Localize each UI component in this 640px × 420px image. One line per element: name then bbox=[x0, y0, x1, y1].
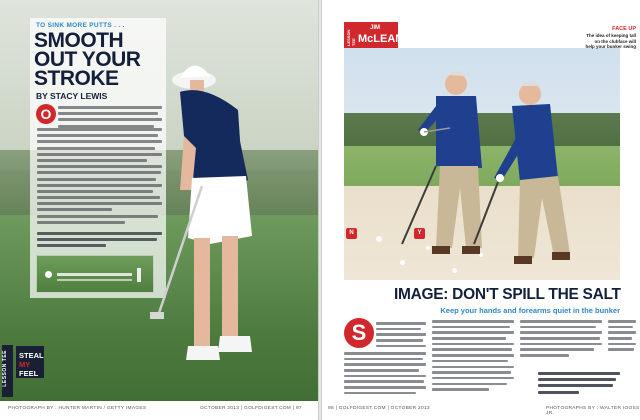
headline-line-3: STROKE bbox=[34, 67, 119, 90]
golfer-putting-photo bbox=[150, 40, 280, 380]
right-page bbox=[322, 0, 640, 420]
instructors-figures bbox=[344, 48, 620, 280]
face-up-line-2: on the clubface will bbox=[594, 38, 636, 44]
headline-line-1: SMOOTH bbox=[34, 29, 124, 52]
steal-badge-line-3: FEEL bbox=[19, 369, 39, 378]
incorrect-marker: N bbox=[346, 228, 357, 239]
alignment-stick bbox=[57, 273, 132, 276]
left-page bbox=[0, 0, 318, 420]
lesson-tee-label: LESSON TEE bbox=[2, 350, 8, 387]
instructor-bio bbox=[538, 372, 620, 397]
body-text bbox=[37, 128, 162, 227]
face-up-callout-text bbox=[546, 33, 636, 50]
drop-cap: O bbox=[36, 104, 56, 124]
article-kicker: TO SINK MORE PUTTS . . . bbox=[36, 22, 125, 29]
drop-cap-s: S bbox=[344, 318, 374, 348]
correct-marker: Y bbox=[414, 228, 425, 239]
steal-badge-line-2: MY bbox=[19, 360, 31, 369]
article-subtitle: Keep your hands and forearms quiet in the bunker bbox=[440, 306, 620, 315]
article-title: IMAGE: DON'T SPILL THE SALT bbox=[394, 286, 621, 303]
body-column-1 bbox=[344, 352, 426, 398]
right-folio: 98 | GOLFDIGEST.COM | OCTOBER 2013 bbox=[328, 406, 430, 411]
instructor-first-name: JIM bbox=[370, 25, 381, 31]
instructor-last-name: McLEAN bbox=[358, 33, 404, 45]
golf-ball-icon bbox=[45, 271, 52, 278]
bunker-lesson-photo bbox=[344, 48, 620, 280]
lesson-tee-vertical-label: LESSON TEE bbox=[346, 29, 356, 46]
photo-caption bbox=[37, 232, 162, 251]
left-folio: OCTOBER 2013 | GOLFDIGEST.COM | 97 bbox=[200, 406, 302, 411]
left-photo-credit: PHOTOGRAPH BY : HUNTER MARTIN / GETTY IMAGES bbox=[8, 406, 147, 411]
right-photo-credit: PHOTOGRAPHS BY : WALTER IOOSS JR. bbox=[546, 406, 640, 416]
putting-gate-peg bbox=[137, 268, 141, 282]
headline-line-2: OUT YOUR bbox=[34, 48, 141, 71]
article-byline: BY STACY LEWIS bbox=[36, 91, 108, 101]
body-column-3 bbox=[520, 320, 602, 360]
alignment-stick-2 bbox=[57, 279, 132, 281]
body-column-1-top bbox=[376, 322, 426, 350]
face-up-line-1: The idea of keeping tall bbox=[586, 33, 636, 38]
body-column-2 bbox=[432, 320, 514, 394]
steal-badge-line-1: STEAL bbox=[19, 351, 44, 360]
putting-drill-inset bbox=[36, 255, 154, 293]
face-up-callout-title: FACE UP bbox=[612, 26, 636, 32]
body-column-4 bbox=[608, 320, 636, 354]
face-up-line-3: help your bunker swing bbox=[585, 44, 636, 49]
